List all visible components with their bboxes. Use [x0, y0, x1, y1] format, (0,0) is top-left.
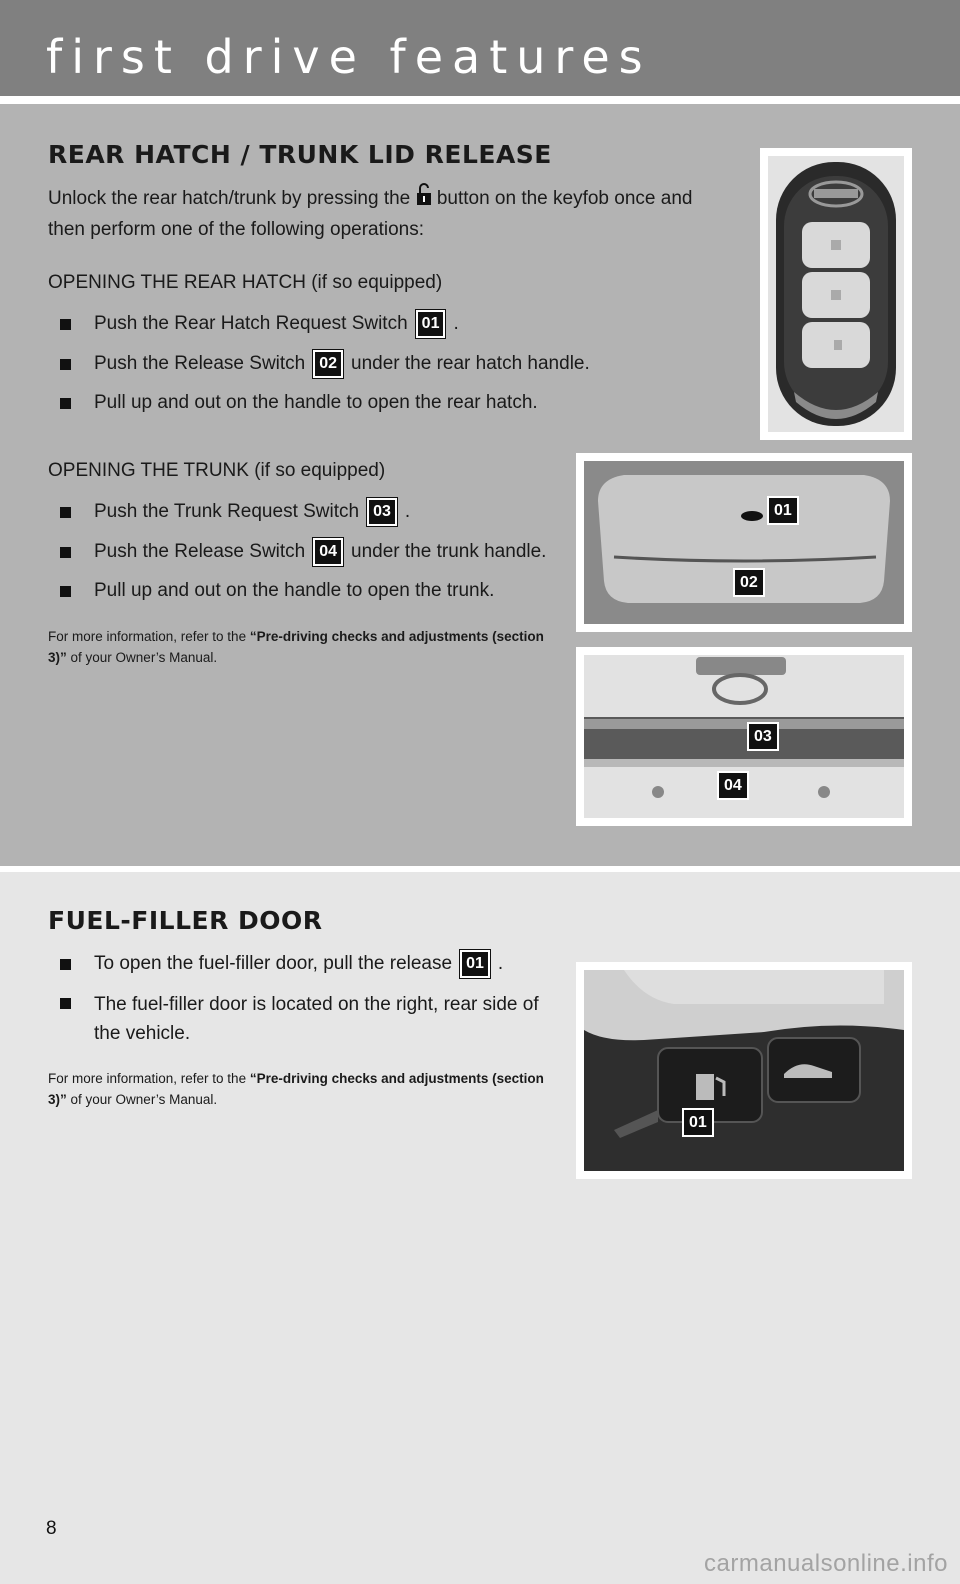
note-suffix: of your Owner’s Manual.: [70, 650, 218, 665]
callout-badge: 03: [367, 498, 397, 526]
bullet-text-after: under the rear hatch handle.: [351, 353, 590, 374]
rear-hatch-heading: REAR HATCH / TRUNK LID RELEASE: [48, 140, 552, 169]
callout-badge-photo: 03: [747, 722, 779, 751]
bullet-text-line: the vehicle.: [94, 1023, 191, 1044]
note-prefix: For more information, refer to the: [48, 629, 247, 644]
intro-text-1: Unlock the rear hatch/trunk by pressing the: [48, 188, 411, 209]
bullet-square: [60, 586, 71, 597]
page-header: [0, 0, 960, 96]
list-item: [60, 580, 494, 602]
rear-hatch-note: [48, 626, 558, 668]
callout-badge-photo: 01: [682, 1108, 714, 1137]
bullet-text-line: The fuel-filler door is located on the right, rear side of: [94, 994, 539, 1015]
callout-badge: 01: [416, 310, 446, 338]
bullet-text: Push the Rear Hatch Request Switch: [94, 313, 408, 334]
unlock-icon: [416, 182, 432, 215]
bullet-square: [60, 959, 71, 970]
bullet-square: [60, 507, 71, 518]
intro-text-2: button on the keyfob once and: [436, 188, 693, 209]
callout-badge-photo: 01: [767, 496, 799, 525]
rear-hatch-photo: [576, 453, 912, 632]
bullet-text: Push the Trunk Request Switch: [94, 501, 360, 522]
note-prefix: For more information, refer to the: [48, 1071, 247, 1086]
bullet-text: Pull up and out on the handle to open the rear hatch.: [94, 392, 538, 413]
fuel-release-photo: [576, 962, 912, 1179]
bullet-text-after: under the trunk handle.: [351, 541, 547, 562]
list-item: [60, 350, 590, 378]
list-item: [60, 538, 546, 566]
fuel-filler-note: [48, 1068, 558, 1110]
list-item: [60, 310, 459, 338]
fuel-filler-heading: FUEL-FILLER DOOR: [48, 906, 323, 935]
bullet-text: [94, 990, 539, 1048]
keyfob-photo: [760, 148, 912, 440]
trunk-subheading: OPENING THE TRUNK (if so equipped): [48, 460, 386, 481]
bullet-text-after: .: [404, 501, 411, 522]
bullet-square: [60, 547, 71, 558]
watermark: carmanualsonline.info: [704, 1550, 948, 1577]
callout-badge: 02: [313, 350, 343, 378]
list-item: [60, 392, 538, 414]
page-number: 8: [46, 1518, 57, 1539]
list-item: [60, 498, 410, 526]
bullet-square: [60, 998, 71, 1009]
note-reference: “Pre-driving checks and adjustments (section 3)”: [48, 629, 544, 665]
bullet-text: Pull up and out on the handle to open the trunk.: [94, 580, 495, 601]
hatch-subheading: OPENING THE REAR HATCH (if so equipped): [48, 272, 443, 293]
bullet-text: Push the Release Switch: [94, 541, 306, 562]
bullet-square: [60, 359, 71, 370]
intro-text-3: then perform one of the following operations:: [48, 219, 425, 240]
list-item: [60, 950, 503, 978]
callout-badge: 04: [313, 538, 343, 566]
header-divider: [0, 96, 960, 104]
bullet-text: Push the Release Switch: [94, 353, 306, 374]
header-title: first drive features: [46, 30, 652, 84]
note-suffix: of your Owner’s Manual.: [70, 1092, 218, 1107]
bullet-text-after: .: [453, 313, 459, 334]
bullet-text-after: .: [497, 953, 504, 974]
bullet-text: To open the fuel-filler door, pull the release: [94, 953, 453, 974]
bullet-square: [60, 319, 71, 330]
trunk-photo: [576, 647, 912, 826]
callout-badge-photo: 04: [717, 771, 749, 800]
bullet-square: [60, 398, 71, 409]
note-reference: “Pre-driving checks and adjustments (section 3)”: [48, 1071, 544, 1107]
callout-badge-photo: 02: [733, 568, 765, 597]
callout-badge: 01: [460, 950, 490, 978]
rear-hatch-intro: [48, 182, 692, 244]
list-item: [60, 990, 539, 1048]
